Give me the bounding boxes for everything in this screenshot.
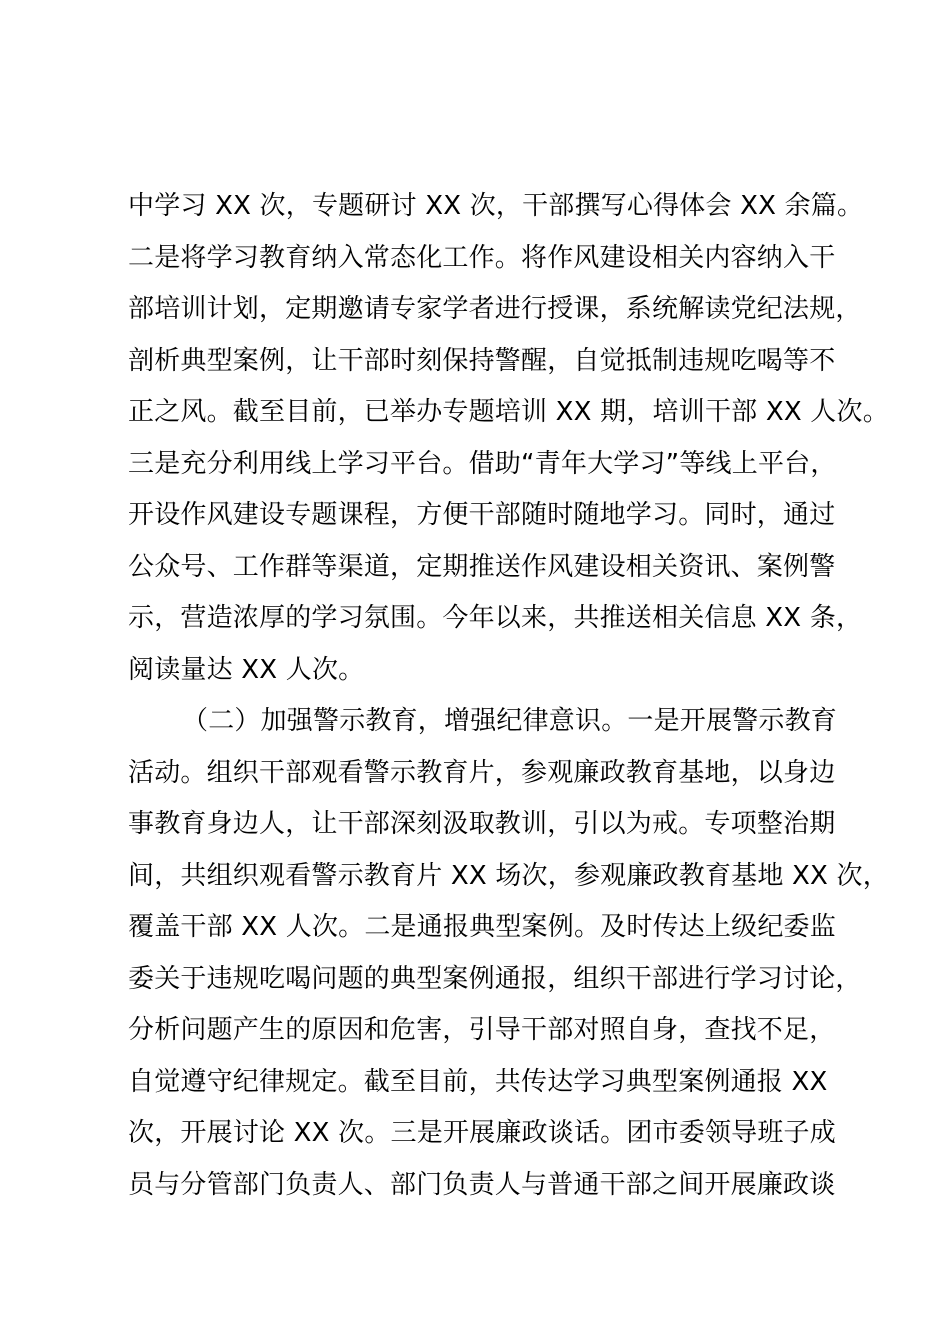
text-line: 覆盖干部 XX 人次。二是通报典型案例。及时传达上级纪委监: [128, 912, 836, 942]
text-line: 示，营造浓厚的学习氛围。今年以来，共推送相关信息 XX 条，: [128, 603, 863, 633]
text-line: 正之风。截至目前，已举办专题培训 XX 期，培训干部 XX 人次。: [128, 397, 889, 427]
text-line: 间，共组织观看警示教育片 XX 场次，参观廉政教育基地 XX 次，: [128, 860, 889, 891]
text-line: 公众号、工作群等渠道，定期推送作风建设相关资讯、案例警: [128, 551, 836, 582]
text-line: 三是充分利用线上学习平台。借助“青年大学习”等线上平台，: [128, 448, 837, 479]
text-line: 自觉遵守纪律规定。截至目前，共传达学习典型案例通报 XX: [128, 1066, 828, 1097]
text-line: 中学习 XX 次，专题研讨 XX 次，干部撰写心得体会 XX 余篇。: [128, 191, 864, 221]
text-line: 活动。组织干部观看警示教育片，参观廉政教育基地，以身边: [128, 757, 836, 788]
text-line: 分析问题产生的原因和危害，引导干部对照自身，查找不足，: [128, 1015, 836, 1045]
section-heading-line: （二）加强警示教育，增强纪律意识。一是开展警示教育: [182, 706, 838, 736]
text-line: 事教育身边人，让干部深刻汲取教训，引以为戒。专项整治期: [128, 809, 836, 839]
text-line: 剖析典型案例，让干部时刻保持警醒，自觉抵制违规吃喝等不: [128, 345, 836, 376]
body-text: [128, 181, 889, 1211]
text-line: 委关于违规吃喝问题的典型案例通报，组织干部进行学习讨论，: [128, 963, 862, 994]
text-line: 部培训计划，定期邀请专家学者进行授课，系统解读党纪法规，: [128, 294, 862, 324]
text-line: 二是将学习教育纳入常态化工作。将作风建设相关内容纳入干: [128, 242, 836, 273]
text-line: 员与分管部门负责人、部门负责人与普通干部之间开展廉政谈: [128, 1169, 836, 1200]
text-line: 次，开展讨论 XX 次。三是开展廉政谈话。团市委领导班子成: [128, 1118, 836, 1148]
text-line: 阅读量达 XX 人次。: [128, 654, 365, 685]
text-line: 开设作风建设专题课程，方便干部随时随地学习。同时，通过: [128, 500, 836, 530]
